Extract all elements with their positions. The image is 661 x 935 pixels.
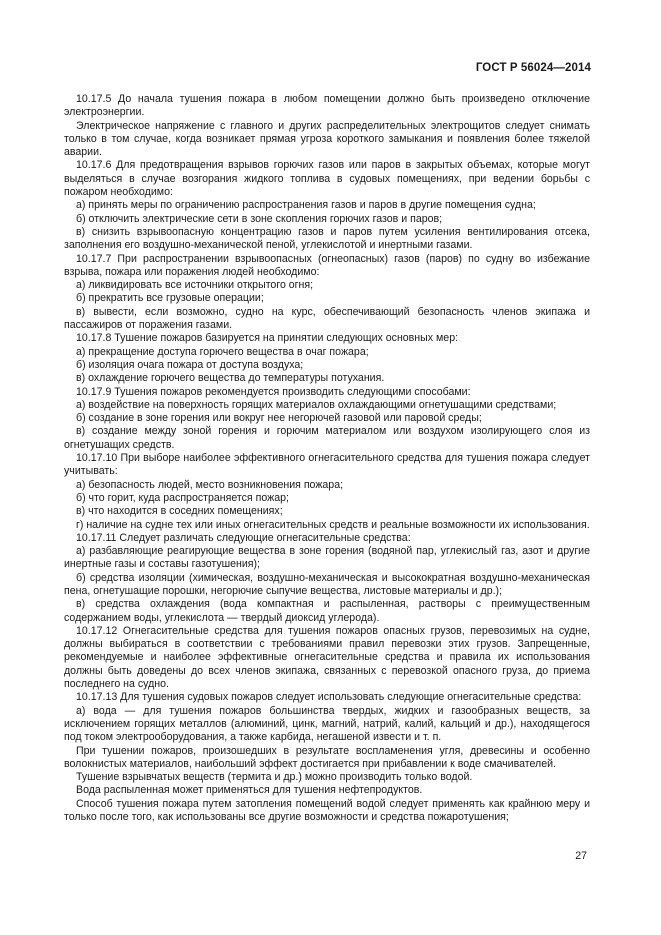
list-item: б) что горит, куда распространяется пожар; <box>76 491 289 504</box>
paragraph: 10.17.8 Тушение пожаров базируется на принятии следующих основных мер: <box>76 332 459 345</box>
list-item: а) ликвидировать все источники открытого огня; <box>76 279 314 292</box>
list-item: а) вода — для тушения пожаров большинства твердых, жидких и газообразных веществ, за исключением горящих металлов (алюминий, цинк, магний, натрий, калий, кальций и др.), находящегося под током электрооборудования, а также карбида, негашеной извести и т. п. <box>64 704 590 744</box>
paragraph: 10.17.13 Для тушения судовых пожаров следует использовать следующие огнегасительные средства: <box>76 691 582 704</box>
list-item: в) вывести, если возможно, судно на курс, обеспечивающий безопасность членов экипажа и пассажиров от поражения газами. <box>64 305 590 332</box>
standard-designation: ГОСТ Р 56024—2014 <box>475 62 591 74</box>
list-item: в) средства охлаждения (вода компактная и распыленная, растворы с преимущественным содержанием воды, углекислота — твердый диоксид углерода). <box>64 598 590 624</box>
list-item: б) средства изоляции (химическая, воздушно-механическая и высокократная воздушно-механическая пена, огнетушащие порошки, негорючие сыпучие вещества, листовые материалы и др.); <box>64 571 590 597</box>
list-item: а) разбавляющие реагирующие вещества в зоне горения (водяной пар, углекислый газ, азот и другие инертные газы и составы газотушения); <box>64 545 590 571</box>
document-body <box>64 93 590 824</box>
list-item: в) создание между зоной горения и горючим материалом или воздухом изолирующего слоя из огнетушащих средств. <box>64 425 590 451</box>
list-item: а) безопасность людей, место возникновения пожара; <box>76 478 344 491</box>
list-item: в) что находится в соседних помещениях; <box>76 505 283 518</box>
list-item: б) отключить электрические сети в зоне скопления горючих газов и паров; <box>76 212 443 225</box>
list-item: а) воздействие на поверхность горящих материалов охлаждающими огнетушащими средствами; <box>76 398 557 411</box>
paragraph: 10.17.6 Для предотвращения взрывов горючих газов или паров в закрытых объемах, которые могут выделяться в случае возгорания жидкого топлива в судовых помещениях, при ведении борьбы с пожаром необходимо: <box>64 159 590 199</box>
paragraph: 10.17.5 До начала тушения пожара в любом помещении должно быть произведено отключение электроэнергии. <box>64 93 590 119</box>
paragraph: 10.17.11 Следует различать следующие огнегасительные средства: <box>76 531 411 544</box>
paragraph: 10.17.9 Тушения пожаров рекомендуется производить следующими способами: <box>76 385 471 398</box>
list-item: а) прекращение доступа горючего вещества в очаг пожара; <box>76 345 369 358</box>
list-item: г) наличие на судне тех или иных огнегасительных средств и реальные возможности их использования. <box>76 518 590 531</box>
paragraph: Вода распыленная может применяться для тушения нефтепродуктов. <box>76 784 423 797</box>
list-item: б) прекратить все грузовые операции; <box>76 292 264 305</box>
list-item: а) принять меры по ограничению распространения газов и паров в другие помещения судна; <box>76 199 536 212</box>
paragraph: Способ тушения пожара путем затопления помещений водой следует применять как крайнюю меру и только после того, как использованы все другие возможности и средства пожаротушения; <box>64 797 590 824</box>
list-item: в) снизить взрывоопасную концентрацию газов и паров путем усиления вентилирования отсека, заполнения его воздушно-механической пеной, углекислотой и инертными газами. <box>64 225 590 252</box>
paragraph: При тушении пожаров, произошедших в результате воспламенения угля, древесины и особенно волокнистых материалов, наибольший эффект достигается при прибавлении к воде смачивателей. <box>64 744 590 770</box>
paragraph: 10.17.7 При распространении взрывоопасных (огнеопасных) газов (паров) по судну во избежание взрыва, пожара или поражения людей необходимо: <box>64 252 590 278</box>
list-item: б) создание в зоне горения или вокруг нее негорючей газовой или паровой среды; <box>76 412 482 425</box>
list-item: б) изоляция очага пожара от доступа воздуха; <box>76 358 304 371</box>
paragraph: 10.17.12 Огнегасительные средства для тушения пожаров опасных грузов, перевозимых на судне, должны выбираться в соответствии с требованиями правил перевозки этих грузов. Запрещенные, рекомендуемые и наиболее эффективные огнегасительные средства и правила их использования должны быть доведены до всех членов экипажа, связанных с перевозкой опасного груза, до приема последнего на судно. <box>64 624 590 691</box>
paragraph: Тушение взрывчатых веществ (термита и др.) можно производить только водой. <box>76 771 473 784</box>
list-item: в) охлаждение горючего вещества до температуры потухания. <box>76 372 385 385</box>
paragraph: 10.17.10 При выборе наиболее эффективного огнегасительного средства для тушения пожара следует учитывать: <box>64 452 590 478</box>
page-number: 27 <box>575 850 587 862</box>
paragraph: Электрическое напряжение с главного и других распределительных электрощитов следует снимать только в том случае, когда возникает прямая угроза короткого замыкания и появления более тяжелой аварии. <box>64 119 590 159</box>
